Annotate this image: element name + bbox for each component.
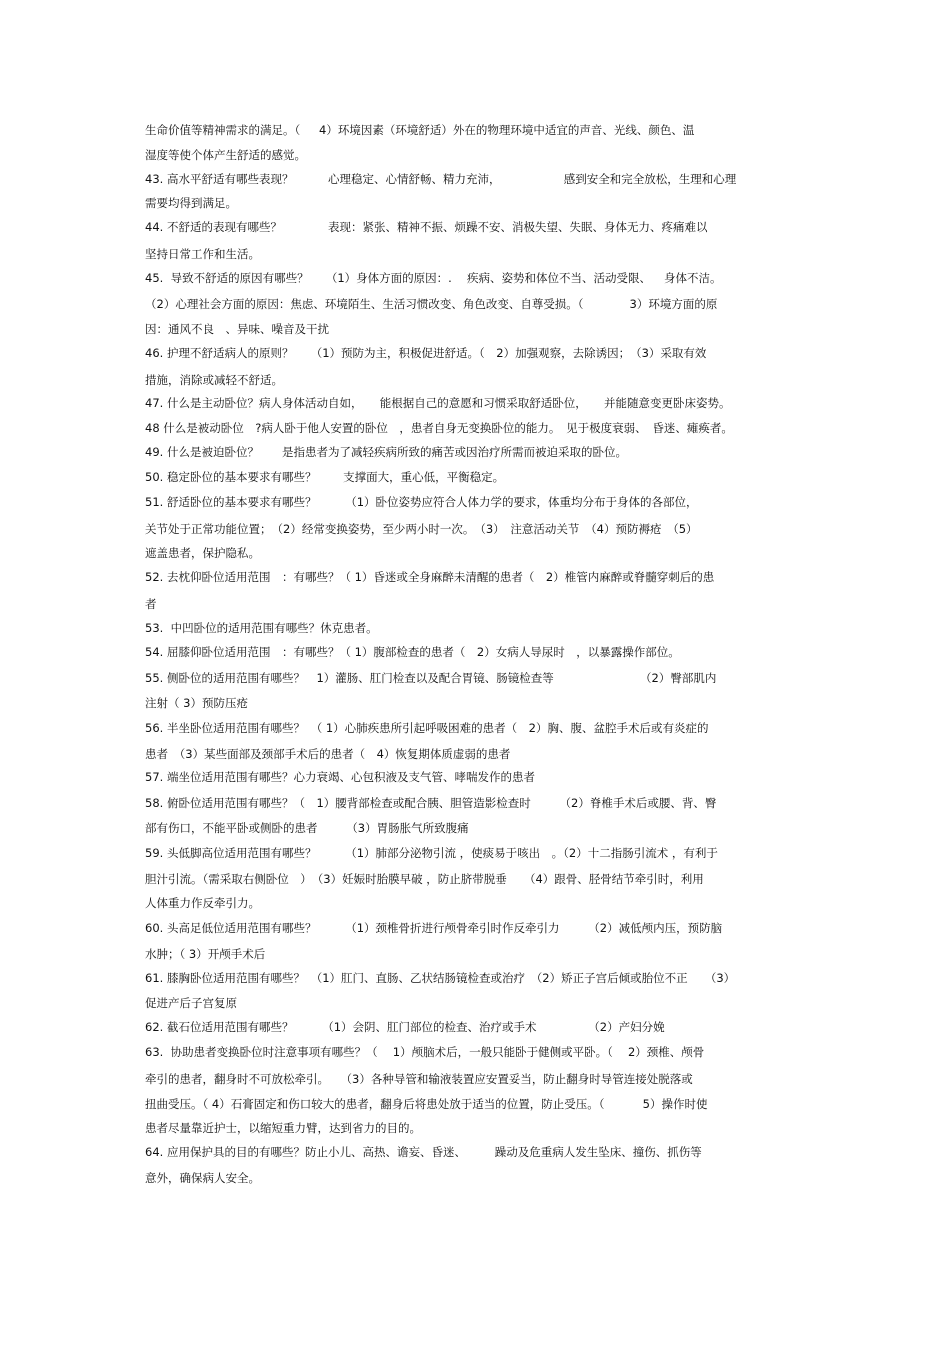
- text-line: 水肿；（ 3）开颅手术后: [145, 947, 266, 961]
- text-line: 48 什么是被动卧位 ?病人卧于他人安置的卧位 ，患者自身无变换卧位的能力。 见于极度衰弱、 昏迷、瘫痪者。: [145, 421, 733, 435]
- text-line: 62. 截石位适用范围有哪些？ （1）会阴、肛门部位的检查、治疗或手术 （2）产妇分娩: [145, 1020, 665, 1034]
- text-line: 者: [145, 597, 157, 611]
- text-line: 意外，确保病人安全。: [145, 1171, 260, 1185]
- text-line: 因：通风不良 、异味、噪音及干扰: [145, 322, 329, 336]
- text-line: 64. 应用保护具的目的有哪些？防止小儿、高热、谵妄、昏迷、 躁动及危重病人发生坠床、撞伤、抓伤等: [145, 1145, 702, 1159]
- text-line: 措施，消除或减轻不舒适。: [145, 373, 283, 387]
- text-line: 注射（ 3）预防压疮: [145, 696, 248, 710]
- text-line: 43. 高水平舒适有哪些表现？ 心理稳定、心情舒畅、精力充沛， 感到安全和完全放松，生理和心理: [145, 172, 737, 186]
- text-line: 53. 中凹卧位的适用范围有哪些？休克患者。: [145, 621, 378, 635]
- text-line: （2）心理社会方面的原因：焦虑、环境陌生、生活习惯改变、角色改变、自尊受损。（ 3）环境方面的原: [145, 297, 718, 311]
- text-line: 需要均得到满足。: [145, 196, 237, 210]
- text-line: 49. 什么是被迫卧位？ 是指患者为了减轻疾病所致的痛苦或因治疗所需而被迫采取的卧位。: [145, 445, 627, 459]
- text-line: 患者尽量靠近护士，以缩短重力臂，达到省力的目的。: [145, 1121, 421, 1135]
- text-line: 关节处于正常功能位置； （2）经常变换姿势，至少两小时一次。 （3） 注意活动关节 （4）预防褥疮 （5）: [145, 522, 698, 536]
- text-line: 人体重力作反牵引力。: [145, 896, 260, 910]
- text-line: 61. 膝胸卧位适用范围有哪些？ （1）肛门、直肠、乙状结肠镜检查或治疗 （2）矫正子宫后倾或胎位不正 （3）: [145, 971, 736, 985]
- text-line: 47. 什么是主动卧位？病人身体活动自如， 能根据自己的意愿和习惯采取舒适卧位， 并能随意变更卧床姿势。: [145, 396, 731, 410]
- text-line: 60. 头高足低位适用范围有哪些？ （1）颈椎骨折进行颅骨牵引时作反牵引力 （2）减低颅内压，预防脑: [145, 921, 723, 935]
- text-line: 52. 去枕仰卧位适用范围 ：有哪些？（ 1）昏迷或全身麻醉未清醒的患者（ 2）椎管内麻醉或脊髓穿刺后的患: [145, 570, 715, 584]
- text-line: 胆汁引流。（需采取右侧卧位 ） （3）妊娠时胎膜早破 ，防止脐带脱垂 （4）跟骨、胫骨结节牵引时，利用: [145, 872, 704, 886]
- text-line: 55. 侧卧位的适用范围有哪些？ 1）灌肠、肛门检查以及配合胃镜、肠镜检查等 （2）臀部肌内: [145, 671, 717, 685]
- text-line: 44. 不舒适的表现有哪些？ 表现：紧张、精神不振、烦躁不安、消极失望、失眠、身体无力、疼痛难以: [145, 220, 708, 234]
- text-line: 46. 护理不舒适病人的原则？ （1）预防为主，积极促进舒适。（ 2）加强观察，去除诱因； （3）采取有效: [145, 346, 707, 360]
- text-line: 51. 舒适卧位的基本要求有哪些？ （1）卧位姿势应符合人体力学的要求，体重均分布于身体的各部位，: [145, 495, 698, 509]
- text-line: 63. 协助患者变换卧位时注意事项有哪些？（ 1）颅脑术后，一般只能卧于健侧或平卧。（ 2）颈椎、颅骨: [145, 1045, 705, 1059]
- text-line: 坚持日常工作和生活。: [145, 247, 260, 261]
- text-line: 促进产后子宫复原: [145, 996, 237, 1010]
- text-line: 59. 头低脚高位适用范围有哪些？ （1）肺部分泌物引流 ，使痰易于咳出 。（2）十二指肠引流术 ，有利于: [145, 846, 718, 860]
- text-line: 50. 稳定卧位的基本要求有哪些？ 支撑面大，重心低，平衡稳定。: [145, 470, 505, 484]
- text-line: 扭曲受压。（ 4）石膏固定和伤口较大的患者，翻身后将患处放于适当的位置，防止受压。（ 5）操作时使: [145, 1097, 708, 1111]
- text-line: 58. 俯卧位适用范围有哪些？（ 1）腰背部检查或配合胰、胆管造影检查时 （2）脊椎手术后或腰、背、臀: [145, 796, 717, 810]
- text-line: 遮盖患者，保护隐私。: [145, 546, 260, 560]
- text-line: 湿度等使个体产生舒适的感觉。: [145, 148, 306, 162]
- text-line: 57. 端坐位适用范围有哪些？心力衰竭、心包积液及支气管、哮喘发作的患者: [145, 770, 535, 784]
- text-line: 54. 屈膝仰卧位适用范围 ：有哪些？（ 1）腹部检查的患者（ 2）女病人导尿时 ，以暴露操作部位。: [145, 645, 680, 659]
- text-line: 部有伤口，不能平卧或侧卧的患者 （3）胃肠胀气所致腹痛: [145, 821, 469, 835]
- text-line: 生命价值等精神需求的满足。（ 4）环境因素（环境舒适）外在的物理环境中适宜的声音、光线、颜色、温: [145, 123, 695, 137]
- text-line: 患者 （3）某些面部及颈部手术后的患者（ 4）恢复期体质虚弱的患者: [145, 747, 511, 761]
- text-line: 牵引的患者，翻身时不可放松牵引。 （3）各种导管和输液装置应安置妥当，防止翻身时导管连接处脱落或: [145, 1072, 693, 1086]
- text-line: 56. 半坐卧位适用范围有哪些？ （ 1）心肺疾患所引起呼吸困难的患者（ 2）胸、腹、盆腔手术后或有炎症的: [145, 721, 709, 735]
- text-line: 45. 导致不舒适的原因有哪些？ （1）身体方面的原因：. 疾病、姿势和体位不当、活动受限、 身体不洁。: [145, 271, 722, 285]
